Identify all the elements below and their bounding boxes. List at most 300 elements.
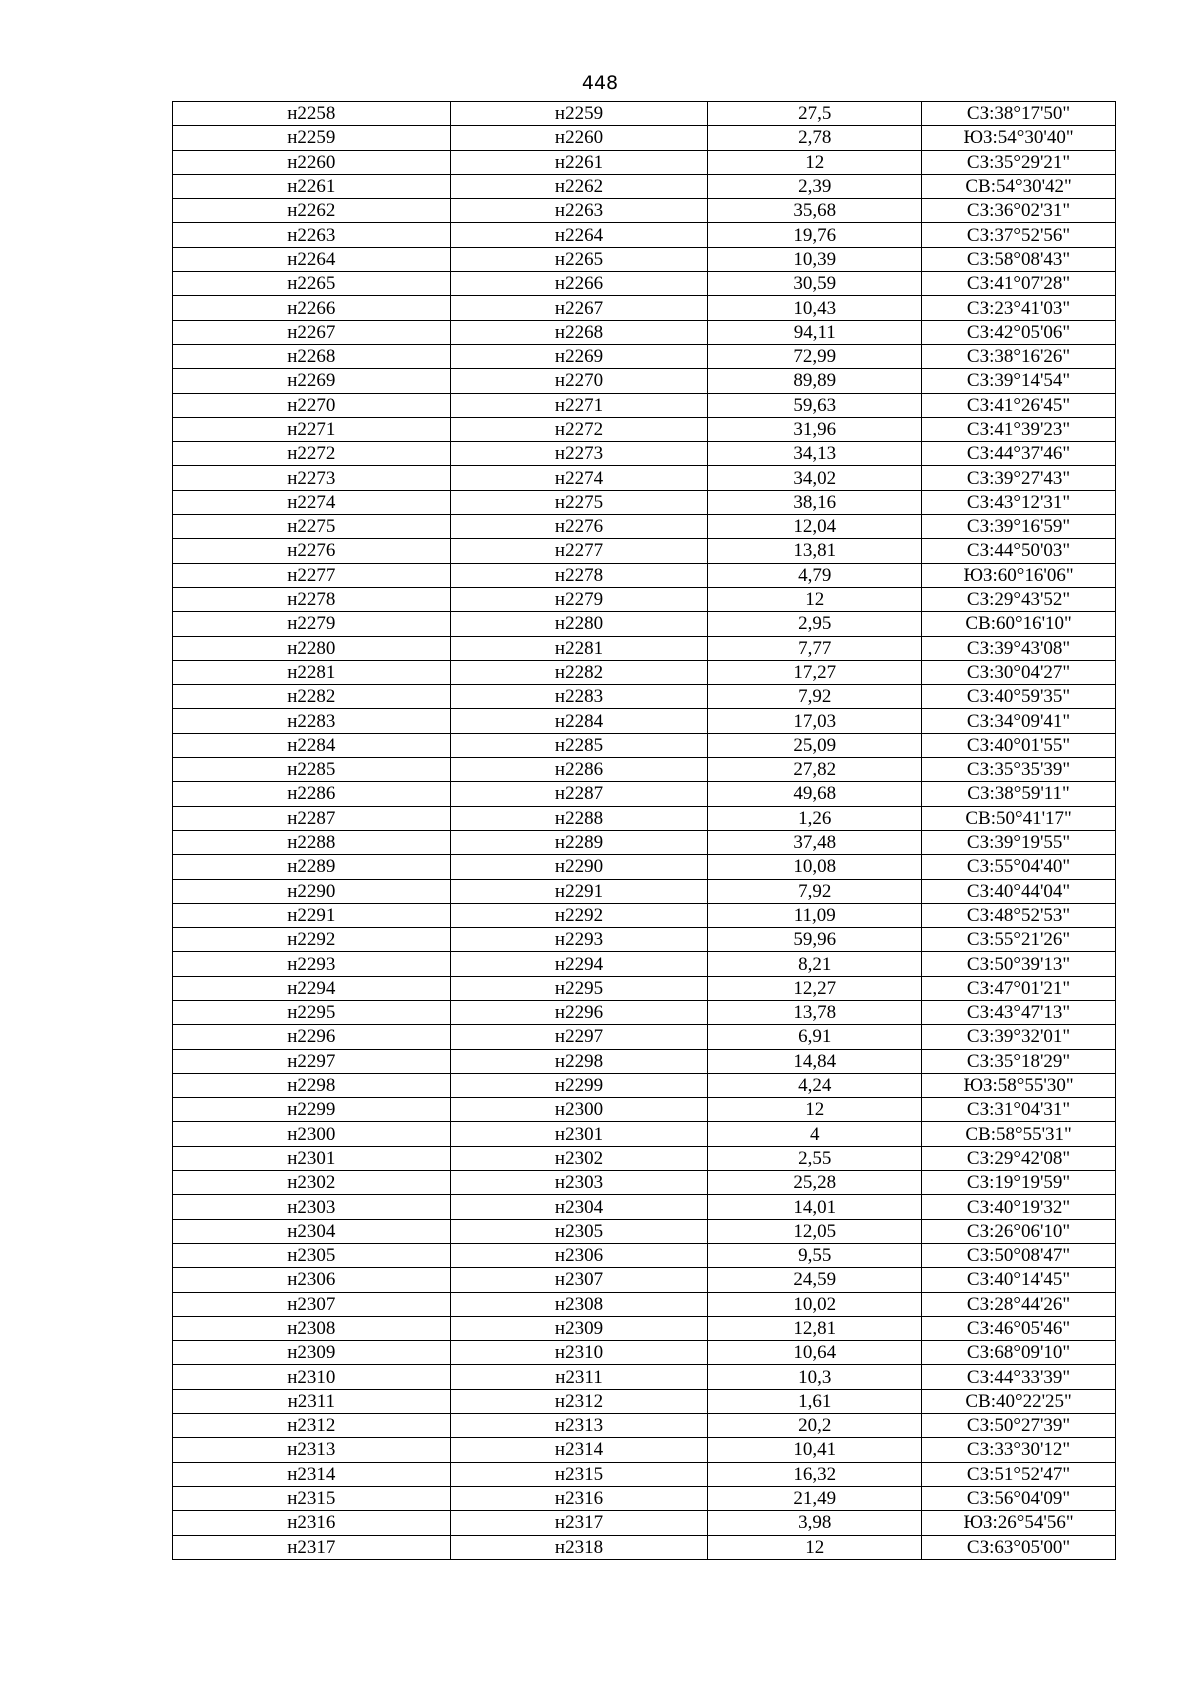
table-row — [173, 150, 1116, 174]
bearing-cell: СЗ:39°19'55" — [922, 830, 1116, 854]
table-row — [173, 928, 1116, 952]
from-point-cell: н2300 — [173, 1122, 451, 1146]
from-point-cell: н2293 — [173, 952, 451, 976]
table-row — [173, 1146, 1116, 1170]
from-point-cell: н2259 — [173, 126, 451, 150]
survey-table-body — [173, 102, 1116, 1560]
bearing-cell: СЗ:35°18'29" — [922, 1049, 1116, 1073]
table-row — [173, 1292, 1116, 1316]
table-row — [173, 1511, 1116, 1535]
table-row — [173, 976, 1116, 1000]
table-row — [173, 903, 1116, 927]
bearing-cell: СЗ:19°19'59" — [922, 1171, 1116, 1195]
distance-cell: 25,09 — [708, 733, 922, 757]
to-point-cell: н2312 — [450, 1389, 708, 1413]
distance-cell: 27,82 — [708, 758, 922, 782]
to-point-cell: н2263 — [450, 199, 708, 223]
to-point-cell: н2269 — [450, 344, 708, 368]
bearing-cell: СЗ:40°14'45" — [922, 1268, 1116, 1292]
from-point-cell: н2310 — [173, 1365, 451, 1389]
table-row — [173, 685, 1116, 709]
from-point-cell: н2289 — [173, 855, 451, 879]
from-point-cell: н2263 — [173, 223, 451, 247]
from-point-cell: н2272 — [173, 442, 451, 466]
bearing-cell: СВ:60°16'10" — [922, 612, 1116, 636]
bearing-cell: СЗ:34°09'41" — [922, 709, 1116, 733]
to-point-cell: н2315 — [450, 1462, 708, 1486]
bearing-cell: СЗ:41°07'28" — [922, 272, 1116, 296]
from-point-cell: н2302 — [173, 1171, 451, 1195]
table-row — [173, 1195, 1116, 1219]
bearing-cell: СЗ:47°01'21" — [922, 976, 1116, 1000]
distance-cell: 16,32 — [708, 1462, 922, 1486]
from-point-cell: н2273 — [173, 466, 451, 490]
to-point-cell: н2289 — [450, 830, 708, 854]
bearing-cell: СЗ:40°44'04" — [922, 879, 1116, 903]
from-point-cell: н2301 — [173, 1146, 451, 1170]
table-row — [173, 1171, 1116, 1195]
table-row — [173, 830, 1116, 854]
to-point-cell: н2302 — [450, 1146, 708, 1170]
table-row — [173, 272, 1116, 296]
distance-cell: 2,55 — [708, 1146, 922, 1170]
bearing-cell: СЗ:41°39'23" — [922, 417, 1116, 441]
bearing-cell: ЮЗ:60°16'06" — [922, 563, 1116, 587]
from-point-cell: н2314 — [173, 1462, 451, 1486]
to-point-cell: н2277 — [450, 539, 708, 563]
from-point-cell: н2269 — [173, 369, 451, 393]
table-row — [173, 1316, 1116, 1340]
distance-cell: 14,01 — [708, 1195, 922, 1219]
to-point-cell: н2270 — [450, 369, 708, 393]
bearing-cell: СВ:50°41'17" — [922, 806, 1116, 830]
from-point-cell: н2316 — [173, 1511, 451, 1535]
from-point-cell: н2313 — [173, 1438, 451, 1462]
to-point-cell: н2310 — [450, 1341, 708, 1365]
to-point-cell: н2298 — [450, 1049, 708, 1073]
distance-cell: 89,89 — [708, 369, 922, 393]
from-point-cell: н2264 — [173, 247, 451, 271]
from-point-cell: н2309 — [173, 1341, 451, 1365]
from-point-cell: н2290 — [173, 879, 451, 903]
to-point-cell: н2260 — [450, 126, 708, 150]
to-point-cell: н2308 — [450, 1292, 708, 1316]
bearing-cell: СЗ:29°42'08" — [922, 1146, 1116, 1170]
distance-cell: 37,48 — [708, 830, 922, 854]
bearing-cell: ЮЗ:54°30'40" — [922, 126, 1116, 150]
from-point-cell: н2258 — [173, 102, 451, 126]
distance-cell: 9,55 — [708, 1243, 922, 1267]
distance-cell: 24,59 — [708, 1268, 922, 1292]
from-point-cell: н2312 — [173, 1414, 451, 1438]
bearing-cell: СЗ:42°05'06" — [922, 320, 1116, 344]
from-point-cell: н2285 — [173, 758, 451, 782]
table-row — [173, 393, 1116, 417]
bearing-cell: СЗ:50°08'47" — [922, 1243, 1116, 1267]
bearing-cell: СВ:40°22'25" — [922, 1389, 1116, 1413]
to-point-cell: н2301 — [450, 1122, 708, 1146]
from-point-cell: н2288 — [173, 830, 451, 854]
from-point-cell: н2299 — [173, 1098, 451, 1122]
from-point-cell: н2291 — [173, 903, 451, 927]
distance-cell: 4 — [708, 1122, 922, 1146]
from-point-cell: н2283 — [173, 709, 451, 733]
distance-cell: 34,02 — [708, 466, 922, 490]
bearing-cell: СЗ:56°04'09" — [922, 1486, 1116, 1510]
distance-cell: 1,26 — [708, 806, 922, 830]
from-point-cell: н2296 — [173, 1025, 451, 1049]
bearing-cell: СЗ:40°59'35" — [922, 685, 1116, 709]
bearing-cell: СЗ:39°27'43" — [922, 466, 1116, 490]
to-point-cell: н2300 — [450, 1098, 708, 1122]
to-point-cell: н2304 — [450, 1195, 708, 1219]
to-point-cell: н2292 — [450, 903, 708, 927]
bearing-cell: ЮЗ:26°54'56" — [922, 1511, 1116, 1535]
table-row — [173, 1025, 1116, 1049]
to-point-cell: н2266 — [450, 272, 708, 296]
bearing-cell: СЗ:44°37'46" — [922, 442, 1116, 466]
to-point-cell: н2294 — [450, 952, 708, 976]
table-row — [173, 1365, 1116, 1389]
table-row — [173, 1341, 1116, 1365]
distance-cell: 59,63 — [708, 393, 922, 417]
distance-cell: 12,81 — [708, 1316, 922, 1340]
table-row — [173, 515, 1116, 539]
from-point-cell: н2292 — [173, 928, 451, 952]
from-point-cell: н2287 — [173, 806, 451, 830]
table-row — [173, 174, 1116, 198]
distance-cell: 17,03 — [708, 709, 922, 733]
bearing-cell: СЗ:41°26'45" — [922, 393, 1116, 417]
table-row — [173, 660, 1116, 684]
distance-cell: 12 — [708, 1535, 922, 1559]
from-point-cell: н2297 — [173, 1049, 451, 1073]
to-point-cell: н2276 — [450, 515, 708, 539]
distance-cell: 94,11 — [708, 320, 922, 344]
table-row — [173, 1535, 1116, 1559]
to-point-cell: н2314 — [450, 1438, 708, 1462]
bearing-cell: СЗ:63°05'00" — [922, 1535, 1116, 1559]
bearing-cell: СЗ:26°06'10" — [922, 1219, 1116, 1243]
table-row — [173, 369, 1116, 393]
table-row — [173, 1462, 1116, 1486]
distance-cell: 12 — [708, 1098, 922, 1122]
bearing-cell: СЗ:35°35'39" — [922, 758, 1116, 782]
from-point-cell: н2281 — [173, 660, 451, 684]
to-point-cell: н2281 — [450, 636, 708, 660]
distance-cell: 11,09 — [708, 903, 922, 927]
distance-cell: 25,28 — [708, 1171, 922, 1195]
distance-cell: 31,96 — [708, 417, 922, 441]
bearing-cell: СЗ:38°17'50" — [922, 102, 1116, 126]
table-row — [173, 855, 1116, 879]
bearing-cell: СЗ:28°44'26" — [922, 1292, 1116, 1316]
to-point-cell: н2311 — [450, 1365, 708, 1389]
from-point-cell: н2280 — [173, 636, 451, 660]
bearing-cell: СЗ:38°16'26" — [922, 344, 1116, 368]
bearing-cell: СЗ:55°21'26" — [922, 928, 1116, 952]
distance-cell: 10,39 — [708, 247, 922, 271]
to-point-cell: н2285 — [450, 733, 708, 757]
from-point-cell: н2265 — [173, 272, 451, 296]
distance-cell: 12 — [708, 150, 922, 174]
to-point-cell: н2262 — [450, 174, 708, 198]
table-row — [173, 296, 1116, 320]
to-point-cell: н2317 — [450, 1511, 708, 1535]
survey-table — [172, 101, 1116, 1560]
table-row — [173, 199, 1116, 223]
bearing-cell: СЗ:29°43'52" — [922, 587, 1116, 611]
to-point-cell: н2284 — [450, 709, 708, 733]
table-row — [173, 709, 1116, 733]
bearing-cell: СЗ:43°47'13" — [922, 1000, 1116, 1024]
bearing-cell: ЮЗ:58°55'30" — [922, 1073, 1116, 1097]
to-point-cell: н2293 — [450, 928, 708, 952]
distance-cell: 10,02 — [708, 1292, 922, 1316]
distance-cell: 13,78 — [708, 1000, 922, 1024]
to-point-cell: н2307 — [450, 1268, 708, 1292]
bearing-cell: СЗ:48°52'53" — [922, 903, 1116, 927]
to-point-cell: н2291 — [450, 879, 708, 903]
from-point-cell: н2276 — [173, 539, 451, 563]
distance-cell: 4,79 — [708, 563, 922, 587]
from-point-cell: н2307 — [173, 1292, 451, 1316]
from-point-cell: н2315 — [173, 1486, 451, 1510]
distance-cell: 12,27 — [708, 976, 922, 1000]
from-point-cell: н2308 — [173, 1316, 451, 1340]
distance-cell: 1,61 — [708, 1389, 922, 1413]
bearing-cell: СЗ:39°43'08" — [922, 636, 1116, 660]
table-row — [173, 1000, 1116, 1024]
distance-cell: 20,2 — [708, 1414, 922, 1438]
distance-cell: 10,08 — [708, 855, 922, 879]
table-row — [173, 223, 1116, 247]
from-point-cell: н2277 — [173, 563, 451, 587]
from-point-cell: н2275 — [173, 515, 451, 539]
distance-cell: 30,59 — [708, 272, 922, 296]
from-point-cell: н2262 — [173, 199, 451, 223]
bearing-cell: СЗ:51°52'47" — [922, 1462, 1116, 1486]
bearing-cell: СЗ:55°04'40" — [922, 855, 1116, 879]
from-point-cell: н2284 — [173, 733, 451, 757]
bearing-cell: СЗ:44°33'39" — [922, 1365, 1116, 1389]
table-row — [173, 102, 1116, 126]
from-point-cell: н2268 — [173, 344, 451, 368]
to-point-cell: н2318 — [450, 1535, 708, 1559]
bearing-cell: СЗ:39°16'59" — [922, 515, 1116, 539]
distance-cell: 12,05 — [708, 1219, 922, 1243]
distance-cell: 7,92 — [708, 685, 922, 709]
to-point-cell: н2265 — [450, 247, 708, 271]
to-point-cell: н2283 — [450, 685, 708, 709]
bearing-cell: СЗ:68°09'10" — [922, 1341, 1116, 1365]
to-point-cell: н2272 — [450, 417, 708, 441]
to-point-cell: н2313 — [450, 1414, 708, 1438]
table-row — [173, 1486, 1116, 1510]
table-row — [173, 247, 1116, 271]
to-point-cell: н2274 — [450, 466, 708, 490]
to-point-cell: н2316 — [450, 1486, 708, 1510]
from-point-cell: н2298 — [173, 1073, 451, 1097]
from-point-cell: н2274 — [173, 490, 451, 514]
table-row — [173, 344, 1116, 368]
to-point-cell: н2303 — [450, 1171, 708, 1195]
from-point-cell: н2306 — [173, 1268, 451, 1292]
table-row — [173, 490, 1116, 514]
distance-cell: 2,78 — [708, 126, 922, 150]
from-point-cell: н2303 — [173, 1195, 451, 1219]
bearing-cell: СЗ:39°32'01" — [922, 1025, 1116, 1049]
from-point-cell: н2304 — [173, 1219, 451, 1243]
to-point-cell: н2295 — [450, 976, 708, 1000]
to-point-cell: н2259 — [450, 102, 708, 126]
bearing-cell: СЗ:31°04'31" — [922, 1098, 1116, 1122]
bearing-cell: СЗ:50°39'13" — [922, 952, 1116, 976]
to-point-cell: н2279 — [450, 587, 708, 611]
distance-cell: 12,04 — [708, 515, 922, 539]
bearing-cell: СЗ:37°52'56" — [922, 223, 1116, 247]
table-row — [173, 1268, 1116, 1292]
to-point-cell: н2288 — [450, 806, 708, 830]
bearing-cell: СЗ:44°50'03" — [922, 539, 1116, 563]
distance-cell: 72,99 — [708, 344, 922, 368]
bearing-cell: СЗ:43°12'31" — [922, 490, 1116, 514]
to-point-cell: н2306 — [450, 1243, 708, 1267]
from-point-cell: н2261 — [173, 174, 451, 198]
distance-cell: 7,92 — [708, 879, 922, 903]
from-point-cell: н2282 — [173, 685, 451, 709]
bearing-cell: СЗ:39°14'54" — [922, 369, 1116, 393]
to-point-cell: н2268 — [450, 320, 708, 344]
table-row — [173, 1219, 1116, 1243]
distance-cell: 17,27 — [708, 660, 922, 684]
from-point-cell: н2266 — [173, 296, 451, 320]
distance-cell: 35,68 — [708, 199, 922, 223]
table-row — [173, 612, 1116, 636]
distance-cell: 19,76 — [708, 223, 922, 247]
from-point-cell: н2278 — [173, 587, 451, 611]
page-number: 448 — [581, 72, 619, 94]
from-point-cell: н2270 — [173, 393, 451, 417]
to-point-cell: н2309 — [450, 1316, 708, 1340]
distance-cell: 7,77 — [708, 636, 922, 660]
distance-cell: 27,5 — [708, 102, 922, 126]
distance-cell: 59,96 — [708, 928, 922, 952]
bearing-cell: СЗ:30°04'27" — [922, 660, 1116, 684]
table-row — [173, 539, 1116, 563]
table-row — [173, 1122, 1116, 1146]
distance-cell: 2,95 — [708, 612, 922, 636]
table-row — [173, 758, 1116, 782]
distance-cell: 6,91 — [708, 1025, 922, 1049]
table-row — [173, 587, 1116, 611]
to-point-cell: н2299 — [450, 1073, 708, 1097]
table-row — [173, 563, 1116, 587]
to-point-cell: н2287 — [450, 782, 708, 806]
table-row — [173, 1438, 1116, 1462]
distance-cell: 12 — [708, 587, 922, 611]
distance-cell: 34,13 — [708, 442, 922, 466]
to-point-cell: н2264 — [450, 223, 708, 247]
distance-cell: 38,16 — [708, 490, 922, 514]
table-row — [173, 733, 1116, 757]
distance-cell: 13,81 — [708, 539, 922, 563]
bearing-cell: СЗ:40°19'32" — [922, 1195, 1116, 1219]
distance-cell: 10,3 — [708, 1365, 922, 1389]
table-row — [173, 466, 1116, 490]
table-row — [173, 636, 1116, 660]
from-point-cell: н2317 — [173, 1535, 451, 1559]
bearing-cell: СВ:54°30'42" — [922, 174, 1116, 198]
to-point-cell: н2290 — [450, 855, 708, 879]
bearing-cell: СЗ:58°08'43" — [922, 247, 1116, 271]
table-row — [173, 1243, 1116, 1267]
distance-cell: 8,21 — [708, 952, 922, 976]
from-point-cell: н2279 — [173, 612, 451, 636]
from-point-cell: н2294 — [173, 976, 451, 1000]
bearing-cell: СВ:58°55'31" — [922, 1122, 1116, 1146]
bearing-cell: СЗ:40°01'55" — [922, 733, 1116, 757]
to-point-cell: н2267 — [450, 296, 708, 320]
to-point-cell: н2297 — [450, 1025, 708, 1049]
distance-cell: 14,84 — [708, 1049, 922, 1073]
table-row — [173, 1389, 1116, 1413]
from-point-cell: н2295 — [173, 1000, 451, 1024]
distance-cell: 49,68 — [708, 782, 922, 806]
bearing-cell: СЗ:35°29'21" — [922, 150, 1116, 174]
to-point-cell: н2282 — [450, 660, 708, 684]
to-point-cell: н2280 — [450, 612, 708, 636]
from-point-cell: н2271 — [173, 417, 451, 441]
from-point-cell: н2311 — [173, 1389, 451, 1413]
bearing-cell: СЗ:23°41'03" — [922, 296, 1116, 320]
table-row — [173, 1098, 1116, 1122]
from-point-cell: н2286 — [173, 782, 451, 806]
bearing-cell: СЗ:36°02'31" — [922, 199, 1116, 223]
table-row — [173, 879, 1116, 903]
bearing-cell: СЗ:50°27'39" — [922, 1414, 1116, 1438]
from-point-cell: н2267 — [173, 320, 451, 344]
to-point-cell: н2261 — [450, 150, 708, 174]
table-row — [173, 1073, 1116, 1097]
from-point-cell: н2305 — [173, 1243, 451, 1267]
distance-cell: 10,64 — [708, 1341, 922, 1365]
table-row — [173, 1049, 1116, 1073]
to-point-cell: н2275 — [450, 490, 708, 514]
distance-cell: 2,39 — [708, 174, 922, 198]
table-row — [173, 1414, 1116, 1438]
table-row — [173, 417, 1116, 441]
to-point-cell: н2286 — [450, 758, 708, 782]
from-point-cell: н2260 — [173, 150, 451, 174]
to-point-cell: н2273 — [450, 442, 708, 466]
table-row — [173, 126, 1116, 150]
bearing-cell: СЗ:33°30'12" — [922, 1438, 1116, 1462]
distance-cell: 4,24 — [708, 1073, 922, 1097]
table-row — [173, 806, 1116, 830]
to-point-cell: н2271 — [450, 393, 708, 417]
table-row — [173, 320, 1116, 344]
table-row — [173, 442, 1116, 466]
to-point-cell: н2305 — [450, 1219, 708, 1243]
distance-cell: 10,41 — [708, 1438, 922, 1462]
bearing-cell: СЗ:38°59'11" — [922, 782, 1116, 806]
table-row — [173, 782, 1116, 806]
distance-cell: 3,98 — [708, 1511, 922, 1535]
to-point-cell: н2278 — [450, 563, 708, 587]
table-row — [173, 952, 1116, 976]
to-point-cell: н2296 — [450, 1000, 708, 1024]
